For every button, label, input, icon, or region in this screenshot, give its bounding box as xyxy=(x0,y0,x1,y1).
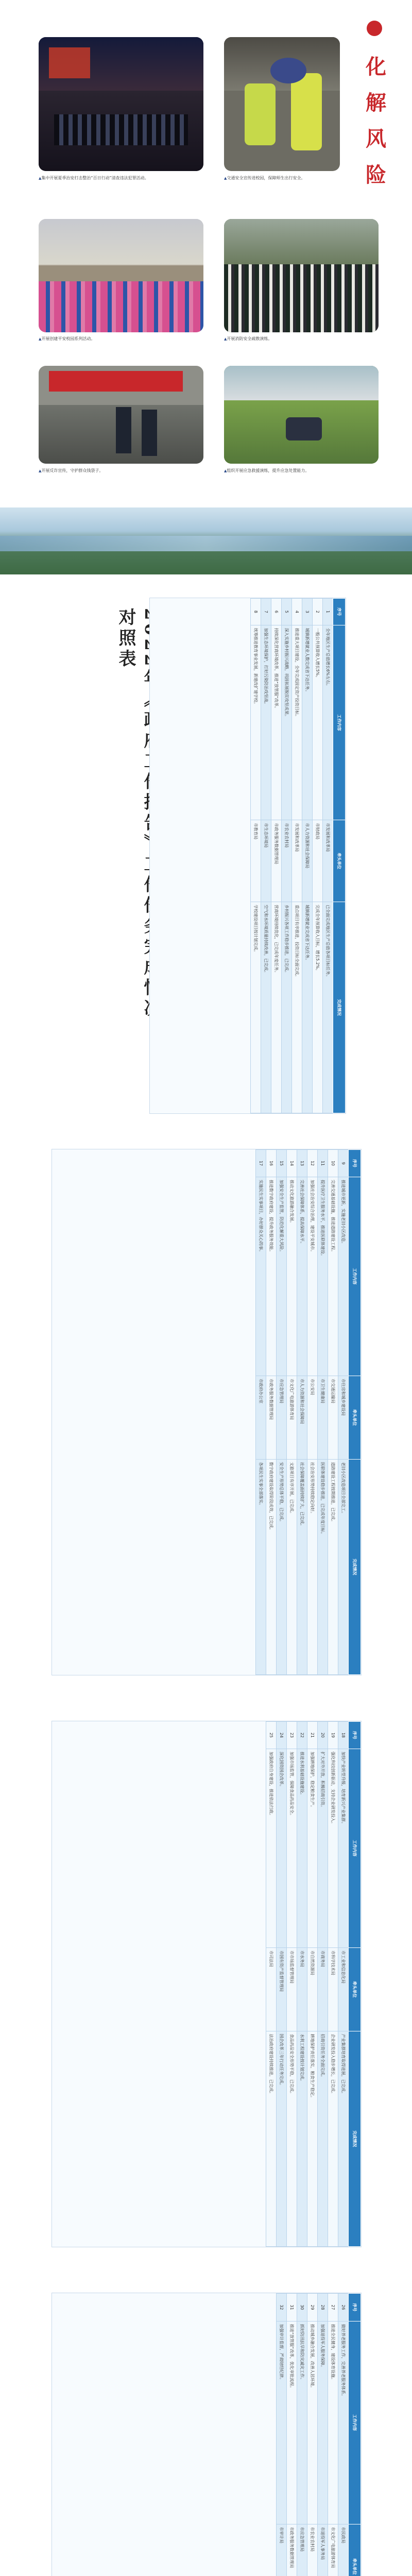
slogan-char: 风 xyxy=(366,127,386,151)
table-row: 16 推进数字政府建设，提升政务服务效能。 市政务服务数据管理局 数字政府建设取得阶段成效，已完成。 xyxy=(266,1150,277,1675)
col-unit: 牵头单位 xyxy=(333,820,346,902)
table-row: 6 持续深化营商环境改革，推进“放管服”改革。 市政务服务数据管理局 营商环境持续优化，已完成年度任务。 xyxy=(271,599,282,1113)
photo-caption-4: ▲ 开展消防安全疏散演练。 xyxy=(224,336,379,342)
table-row: 29 推动城乡融合发展，改善人居环境。 市农业农村局 xyxy=(307,2294,318,2576)
table-row: 22 推进水利基础设施建设。 市水务局 水利工程建设按计划完成。 xyxy=(297,1722,307,2247)
table-row: 10 完善交通基础设施，推进道路建设工程。 市交通运输局 道路建设工程按期推进，已完成。 xyxy=(328,1150,338,1675)
table-row: 5 深入实施乡村振兴战略，巩固拓展脱贫攻坚成果。 市农业农村局 乡村振兴各项工作稳步推进，已完成。 xyxy=(282,599,292,1113)
slogan-char: 险 xyxy=(366,163,386,187)
photo-caption-3: ▲ 开展创建平安校园系列活动。 xyxy=(39,336,193,342)
table-row: 21 加强耕地保护，稳定粮食生产。 市自然资源局 耕地保护责任落实，粮食生产稳定。 xyxy=(307,1722,318,2247)
photo-street-patrol xyxy=(39,366,203,464)
table-row: 12 加强社会治安综合治理，建设平安城市。 市公安局 社会治安形势持续稳定向好。 xyxy=(307,1150,318,1675)
task-table-2 xyxy=(255,1149,361,1675)
photo-caption-5: ▲ 开展反诈宣传，守护群众钱袋子。 xyxy=(39,468,193,474)
col-unit: 牵头单位 xyxy=(349,2524,361,2576)
col-unit: 牵头单位 xyxy=(349,1947,361,2031)
table-row: 17 实施民生实事项目，办好群众关心的事。 市政府办公室 各项民生实事全部落实。 xyxy=(256,1150,266,1675)
table-row: 15 加强安全生产监管，防范化解重大风险。 市应急管理局 安全生产形势总体平稳，已完成。 xyxy=(277,1150,287,1675)
table-row: 14 推动文化旅游融合发展。 市文化广电旅游体育局 文旅项目有序开展，已完成。 xyxy=(287,1150,297,1675)
table-row: 8 统筹推进教育事业发展，新建改扩建学校。 市教育局 学校建设项目按计划完成。 xyxy=(251,599,261,1113)
col-num: 序号 xyxy=(349,1150,361,1177)
table-row: 32 加强审计监督，严肃财经纪律。 市审计局 xyxy=(277,2294,287,2576)
slogan-char: 化 xyxy=(366,55,386,79)
table-row: 1 全年地区生产总值增长6%左右。 市发展和改革局 已全面完成地区生产总值各项目标任务。 xyxy=(323,599,333,1113)
col-num: 序号 xyxy=(349,1722,361,1749)
table-row: 24 深化国资国企改革。 市国有资产监督管理局 国企改革三年行动任务完成。 xyxy=(277,1722,287,2247)
photo-fire-drill xyxy=(224,219,379,332)
col-status: 完成情况 xyxy=(333,902,346,1113)
table-page-4 xyxy=(52,2293,362,2576)
table-row: 4 推进重大项目建设，全年完成固定资产投资目标。 市发展和改革局 重点项目有序推进，投资目标全面完成。 xyxy=(292,599,302,1113)
photo-night-police-lineup xyxy=(39,37,203,171)
col-task: 工作内容 xyxy=(349,2321,361,2524)
table-row: 9 推进城市更新，实施老旧小区改造。 市住房和城乡建设局 老旧小区改造项目全部完工。 xyxy=(338,1150,349,1675)
table-row: 30 抓好防汛抗旱和防灾减灾工作。 市应急管理局 xyxy=(297,2294,307,2576)
slogan-char: 解 xyxy=(366,91,386,115)
table-row: 23 加强市场监管，保障食品药品安全。 市市场监督管理局 食品药品安全形势平稳，已完成。 xyxy=(287,1722,297,2247)
slogan-seal-icon xyxy=(367,21,382,36)
table-row: 7 加强生态环境保护，打好污染防治攻坚战。 市生态环境局 空气和水环境质量持续改善，已完成。 xyxy=(261,599,271,1113)
col-task: 工作内容 xyxy=(349,1749,361,1947)
table-row: 19 强化科技创新驱动，支持企业研发投入。 市科学技术局 企业研发投入稳步增长，已完成。 xyxy=(328,1722,338,2247)
photo-caption-1: ▲ 集中开展夏季治安打击整治“百日行动”清查违法犯罪活动。 xyxy=(39,175,193,181)
task-table-1 xyxy=(250,598,346,1113)
col-unit: 牵头单位 xyxy=(349,1376,361,1459)
col-status: 完成情况 xyxy=(349,1459,361,1674)
col-task: 工作内容 xyxy=(349,1177,361,1376)
table-row: 20 扩大对外开放，积极招商引资。 市商务局 招商引资任务全面完成。 xyxy=(318,1722,328,2247)
table-row: 25 加强政府自身建设，推进依法行政。 市司法局 法治政府建设持续推进，已完成。 xyxy=(266,1722,277,2247)
col-task: 工作内容 xyxy=(333,625,346,820)
table-row: 18 加快产业转型升级，培育新兴产业集群。 市工业和信息化局 产业集群培育取得进展，已完成。 xyxy=(338,1722,349,2247)
section-title: 对照表 xyxy=(115,608,136,670)
photo-school-gate-event xyxy=(39,219,203,332)
table-row: 31 推进“放管服”改革，优化审批流程。 市政务服务数据管理局 xyxy=(287,2294,297,2576)
task-table-4 xyxy=(276,2293,361,2576)
table-row: 28 加强退役军人服务保障。 市退役军人事务局 xyxy=(318,2294,328,2576)
table-row: 26 做好养老服务工作，完善养老服务体系。 市民政局 xyxy=(338,2294,349,2576)
table-page-3 xyxy=(52,1721,362,2247)
task-table-3 xyxy=(266,1721,361,2247)
table-row: 13 完善社会保障体系，提高保障水平。 市人力资源和社会保障局 社会保障覆盖面持续扩大，已完成。 xyxy=(297,1150,307,1675)
table-page-1 xyxy=(149,598,346,1114)
col-num: 序号 xyxy=(333,599,346,625)
table-row: 11 提升医疗卫生服务水平，推进医联体建设。 市卫生健康局 医联体建设稳步推进，已完成年度目标。 xyxy=(318,1150,328,1675)
landscape-banner xyxy=(0,507,412,574)
table-page-2 xyxy=(52,1149,362,1675)
table-row: 2 一般公共预算收入增长5%。 市财政局 完成全年预算收入目标，增长5.2%。 xyxy=(313,599,323,1113)
photo-caption-2: ▲ 交通安全宣传进校园，保障师生出行安全。 xyxy=(224,175,337,181)
photo-traffic-safety xyxy=(224,37,340,171)
table-row: 3 城镇新增就业人数完成省下达任务。 市人力资源和社会保障局 城镇新增就业完成省下达任务。 xyxy=(302,599,313,1113)
photo-emergency-rescue xyxy=(224,366,379,464)
photo-caption-6: ▲ 组织开展应急救援演练，提升应急处置能力。 xyxy=(224,468,379,474)
photo-grid xyxy=(0,0,412,495)
col-num: 序号 xyxy=(349,2294,361,2321)
table-row: 27 推进全民健身，建设体育设施。 市文化广电旅游体育局 xyxy=(328,2294,338,2576)
slogan-vertical xyxy=(360,49,391,193)
col-status: 完成情况 xyxy=(349,2031,361,2246)
